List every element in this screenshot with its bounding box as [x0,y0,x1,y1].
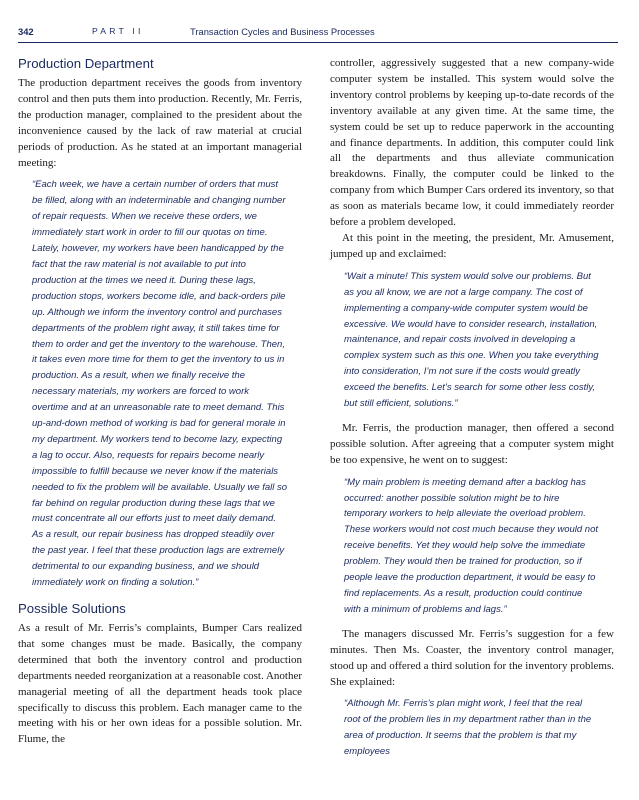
quote-ferris-second: “My main problem is meeting demand after a backlog has occurred: another possible solution might be to hire temporary workers to help alleviate the overload problem. These workers would not cost much because they would not receive benefits. Yet they would help solve the immediate problem. They would then be trained for production, so if people leave the production department, it would be easy to find replacements. As a result, production could continue with a minimum of problems and lags.” [344,476,598,615]
quote-ferris: “Each week, we have a certain number of orders that must be filled, along with an indeterminable and changing number of repair requests. When we receive these orders, we immediately start work in order to fill our quotas on time. Lately, however, my workers have been handicapped by the fact that the raw material is not available to put into production at the times we need it. During these lags, production stops, workers become idle, and back-orders pile up. Although we inform the inventory control and purchases departments of the problem right away, it still takes time for them to order and get the inventory to the warehouse. Then, it takes even more time for them to get the inventory to us in production. As a result, when we finally receive the necessary materials, my workers are forced to work overtime and at an unreasonable rate to meet demand. This up-and-down method of working is bad for general morale in my department. My workers tend to become lazy, expecting a lag to occur. Also, requests for repairs become nearly impossible to fulfill because we never know if the materials needed to fix the problem will be available. Usually we fall so far behind on regular production during these lags that we must concentrate all our efforts just to meet daily demand. As a result, our repair business has dropped steadily over the past year. I feel that these production lags are extremely detrimental to our expanding business, and we should immediately work on finding a solution.” [32,179,288,589]
quote-amusement: “Wait a minute! This system would solve our problems. But as you all know, we are not a large company. The cost of implementing a company-wide computer system would be excessive. We would have to consider research, installation, maintenance, and repair costs involved in developing a complex system such as this one. When you take everything into consideration, I’m not sure if the costs would greatly exceed the benefits. Let’s search for some other less costly, but still efficient, solutions.” [344,270,599,410]
paragraph: As a result of Mr. Ferris’s complaints, Bumper Cars realized that some changes must be made. Basically, the company determined that both the inventory control and production departments needed reorganization at a reasonable cost. Another managerial meeting of all the department heads took place specifically to discuss this problem. Each manager came to the meeting with his or her own ideas for a possible solution. Mr. Flume, the [18,622,302,746]
paragraph: The managers discussed Mr. Ferris’s suggestion for a few minutes. Then Ms. Coaster, the inventory control manager, stood up and offered a third solution for the inventory problems. She explained: [330,627,614,688]
part-label: PART II [92,26,144,36]
quote-coaster: “Although Mr. Ferris’s plan might work, I feel that the real root of the problem lies in my department rather than in the area of production. It seems that the problem is that my employees [344,698,592,758]
running-header [18,26,618,42]
paragraph: The production department receives the goods from inventory control and then puts them into production. Recently, Mr. Ferris, the production manager, complained to the president about the inconvenience caused by the lack of raw material at crucial periods of production. As he stated at an important managerial meeting: [18,77,302,169]
left-column [18,56,302,748]
heading-production-department: Production Department [18,56,154,71]
heading-possible-solutions: Possible Solutions [18,601,126,616]
right-column [330,56,614,769]
header-rule [18,42,618,43]
chapter-title: Transaction Cycles and Business Processes [190,26,375,37]
paragraph: controller, aggressively suggested that a new company-wide computer system be installed. This system would solve the inventory control problems by keeping up-to-date records of the inventory available at any given time. At the same time, the system could be set up to reduce paperwork in the accounting and finance departments. In addition, this computer could link all the departments and thus alleviate communication breakdowns. Finally, the computer could be linked to the company from which Bumper Cars ordered its inventory, so that as soon as materials became low, it could immediately reorder before a problem developed. [330,57,614,229]
paragraph: At this point in the meeting, the president, Mr. Amusement, jumped up and exclaimed: [330,231,614,260]
page-number: 342 [18,26,34,37]
paragraph: Mr. Ferris, the production manager, then offered a second possible solution. After agreeing that a computer system might be too expensive, he went on to suggest: [330,421,614,466]
